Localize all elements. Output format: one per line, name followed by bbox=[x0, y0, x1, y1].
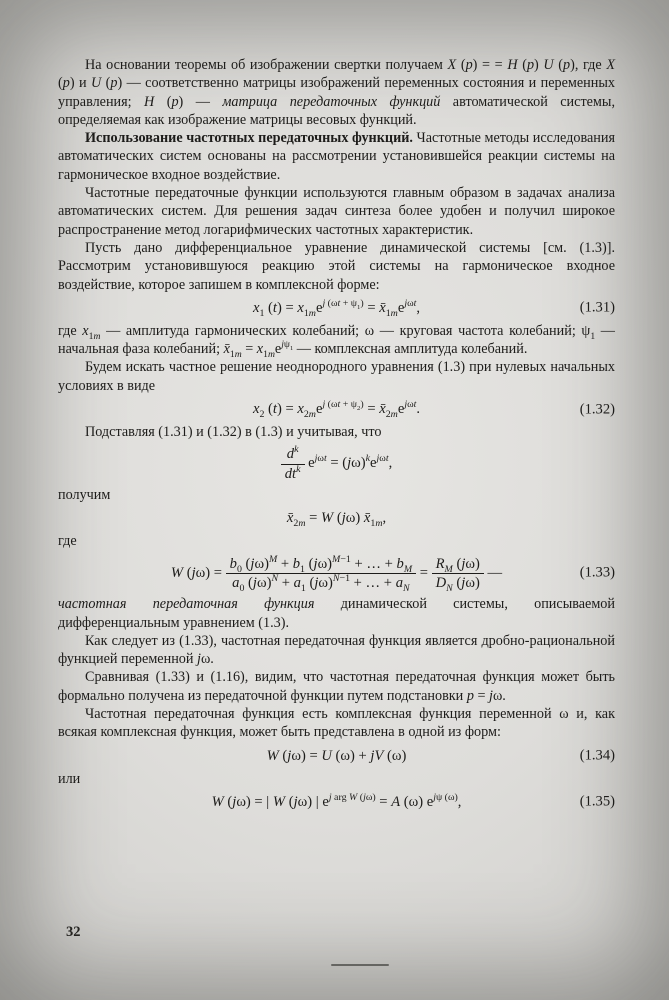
formula: $x̄_{2m} = W$ (jω) $x̄_{1m}$, bbox=[286, 510, 387, 530]
scan-artifact-line bbox=[331, 964, 389, 966]
page-number: 32 bbox=[66, 924, 81, 940]
formula-row bbox=[58, 509, 615, 528]
equation-number: (1.33) bbox=[579, 564, 615, 581]
paragraph: Как следует из (1.33), частотная передаточная функция является дробно-рациональной функцией переменной jω. bbox=[58, 632, 615, 668]
page-content bbox=[58, 56, 615, 816]
equation-number: (1.32) bbox=[579, 401, 615, 418]
paragraph: Пусть дано дифференциальное уравнение динамической системы [см. (1.3)]. Рассмотрим установившуюся реакцию этой системы на гармоническое входное воздействие, которое запишем в комплексной форме: bbox=[58, 239, 615, 293]
paragraph: Будем искать частное решение неоднородного уравнения (1.3) при нулевых начальных условиях в виде bbox=[58, 359, 615, 394]
paragraph: получим bbox=[58, 486, 111, 503]
formula-row bbox=[58, 400, 615, 419]
paragraph: где $x_{1m}$ — амплитуда гармонических колебаний; ω — круговая частота колебаний; $\psi_1$ — начальная фаза колебаний; $x̄_{1m} = x_{1m}e^{j\psi_1}$ — комплексная амплитуда колебаний. bbox=[58, 322, 615, 360]
paragraph: где bbox=[58, 533, 77, 550]
paragraph: Подставляя (1.31) и (1.32) в (1.3) и учитывая, что bbox=[85, 423, 382, 440]
paragraph: Частотная передаточная функция есть комплексная функция переменной ω и, как всякая комплексная функция, может быть представлена в одной из форм: bbox=[58, 706, 615, 741]
formula-row bbox=[58, 793, 615, 812]
paragraph: Частотные передаточные функции используются главным образом в задачах анализа автоматических систем. Для решения задач синтеза более удобен и получил широкое распространение метод логарифмических частотных характеристик. bbox=[58, 185, 615, 238]
equation-number: (1.34) bbox=[579, 747, 615, 764]
equation-number: (1.31) bbox=[579, 299, 615, 316]
paragraph: Сравнивая (1.33) и (1.16), видим, что частотная передаточная функция может быть формально получена из передаточной функции путем подстановки p = jω. bbox=[58, 669, 615, 704]
formula: $\frac{d^k}{dt^k}$ $e^{j\omega t} = (j\omega)^ke^{j\omega t}$, bbox=[281, 455, 393, 471]
formula: $x_2$ $(t) = x_{2m}e^{j (\omega t + \psi_2)}$ = $x̄_{2m}e^{j\omega t}$. bbox=[252, 399, 421, 420]
formula: W (jω) = | W (jω) | $e^{j arg W (j\omega)} = A$ (ω) $e^{j\psi (\omega)}$, bbox=[211, 792, 462, 810]
paragraph: Использование частотных передаточных функций. Частотные методы исследования автоматических систем основаны на рассмотрении установившейся реакции системы на гармоническое входное воздействие. bbox=[58, 130, 615, 183]
formula: W (jω) = U (ω) + jV (ω) bbox=[266, 747, 407, 764]
formula-row bbox=[58, 299, 615, 318]
paragraph: На основании теоремы об изображении свертки получаем X (p) = = H (p) U (p), где X (p) и U (p) — соответственно матрицы изображений переменных состояния и переменных управления; H (p) — матрица передаточных функций автоматической системы, определяемая как изображение матрицы весовых функций. bbox=[58, 57, 615, 128]
paragraph: или bbox=[58, 770, 81, 787]
formula-row bbox=[58, 553, 615, 594]
formula: $x_1$ $(t) = x_{1m}e^{j (\omega t + \psi_1)}$ = $x̄_{1m}e^{j\omega t}$, bbox=[252, 298, 421, 319]
equation-number: (1.35) bbox=[579, 793, 615, 810]
formula: W (jω) = $\frac{b_0 (j\omega)^M + b_1 (j\omega)^{M-1} + \dots + b_M}{a_0 (j\omega)^N + a_1 (j\omega)^{N-1} + \dots + a_N}$ = $\frac{R_M (j\omega)}{D_N (j\omega)}$ — bbox=[170, 553, 503, 594]
formula-row bbox=[58, 446, 615, 482]
formula-row bbox=[58, 747, 615, 766]
paragraph: частотная передаточная функция динамической системы, описываемой дифференциальным уравнением (1.3). bbox=[58, 596, 615, 631]
